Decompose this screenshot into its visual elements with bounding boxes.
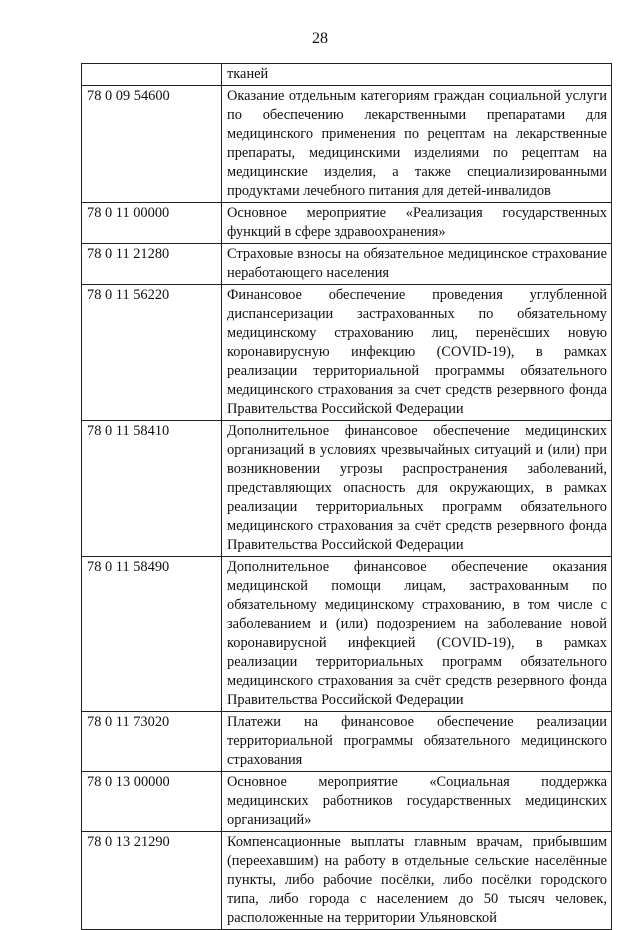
classification-code: 78 0 11 21280 [82, 244, 222, 285]
table-row [82, 203, 612, 244]
expenditure-description: Дополнительное финансовое обеспечение оказания медицинской помощи лицам, застрахованным по обязательному медицинскому страхованию, в том числе с заболеванием и (или) подозрением на заболевание новой коронавирусной инфекцией (COVID-19), в рамках реализации территориальных программ обязательного медицинского страхования за счёт средств резервного фонда Правительства Российской Федерации [222, 557, 612, 712]
table-row [82, 712, 612, 772]
classification-code: 78 0 11 56220 [82, 285, 222, 421]
expenditure-description: Дополнительное финансовое обеспечение медицинских организаций в условиях чрезвычайных ситуаций и (или) при возникновении угрозы распространения заболеваний, представляющих опасность для окружающих, в рамках реализации территориальных программ обязательного медицинского страхования за счёт средств резервного фонда Правительства Российской Федерации [222, 421, 612, 557]
expenditure-description: Страховые взносы на обязательное медицинское страхование неработающего населения [222, 244, 612, 285]
expenditure-description: Компенсационные выплаты главным врачам, прибывшим (переехавшим) на работу в отдельные сельские населённые пункты, либо рабочие посёлки, либо посёлки городского типа, либо города с населением до 50 тысяч человек, расположенные на территории Ульяновской [222, 832, 612, 930]
table-row [82, 244, 612, 285]
table-row [82, 285, 612, 421]
page-number: 28 [312, 30, 328, 47]
expenditure-description: Основное мероприятие «Реализация государственных функций в сфере здравоохранения» [222, 203, 612, 244]
classification-code: 78 0 13 00000 [82, 772, 222, 832]
expenditure-description: Основное мероприятие «Социальная поддержка медицинских работников государственных медицинских организаций» [222, 772, 612, 832]
expenditure-description: Платежи на финансовое обеспечение реализации территориальной программы обязательного медицинского страхования [222, 712, 612, 772]
classification-code: 78 0 11 58410 [82, 421, 222, 557]
table-row [82, 772, 612, 832]
table-row [82, 421, 612, 557]
table-row [82, 557, 612, 712]
table-row [82, 64, 612, 86]
classification-code: 78 0 09 54600 [82, 86, 222, 203]
table-row [82, 86, 612, 203]
classification-code: 78 0 11 58490 [82, 557, 222, 712]
classification-code: 78 0 11 73020 [82, 712, 222, 772]
classification-code [82, 64, 222, 86]
expenditure-description: тканей [222, 64, 612, 86]
table-row [82, 832, 612, 930]
expenditure-description: Финансовое обеспечение проведения углубленной диспансеризации застрахованных по обязательному медицинскому страхованию лиц, перенёсших новую коронавирусную инфекцию (COVID-19), в рамках реализации территориальной программы обязательного медицинского страхования за счет средств резервного фонда Правительства Российской Федерации [222, 285, 612, 421]
classification-code: 78 0 11 00000 [82, 203, 222, 244]
expenditure-description: Оказание отдельным категориям граждан социальной услуги по обеспечению лекарственными препаратами для медицинского применения по рецептам на лекарственные препараты, медицинскими изделиями по рецептам на медицинские изделия, а также специализированными продуктами лечебного питания для детей-инвалидов [222, 86, 612, 203]
classification-code: 78 0 13 21290 [82, 832, 222, 930]
budget-classification-table [81, 63, 612, 930]
